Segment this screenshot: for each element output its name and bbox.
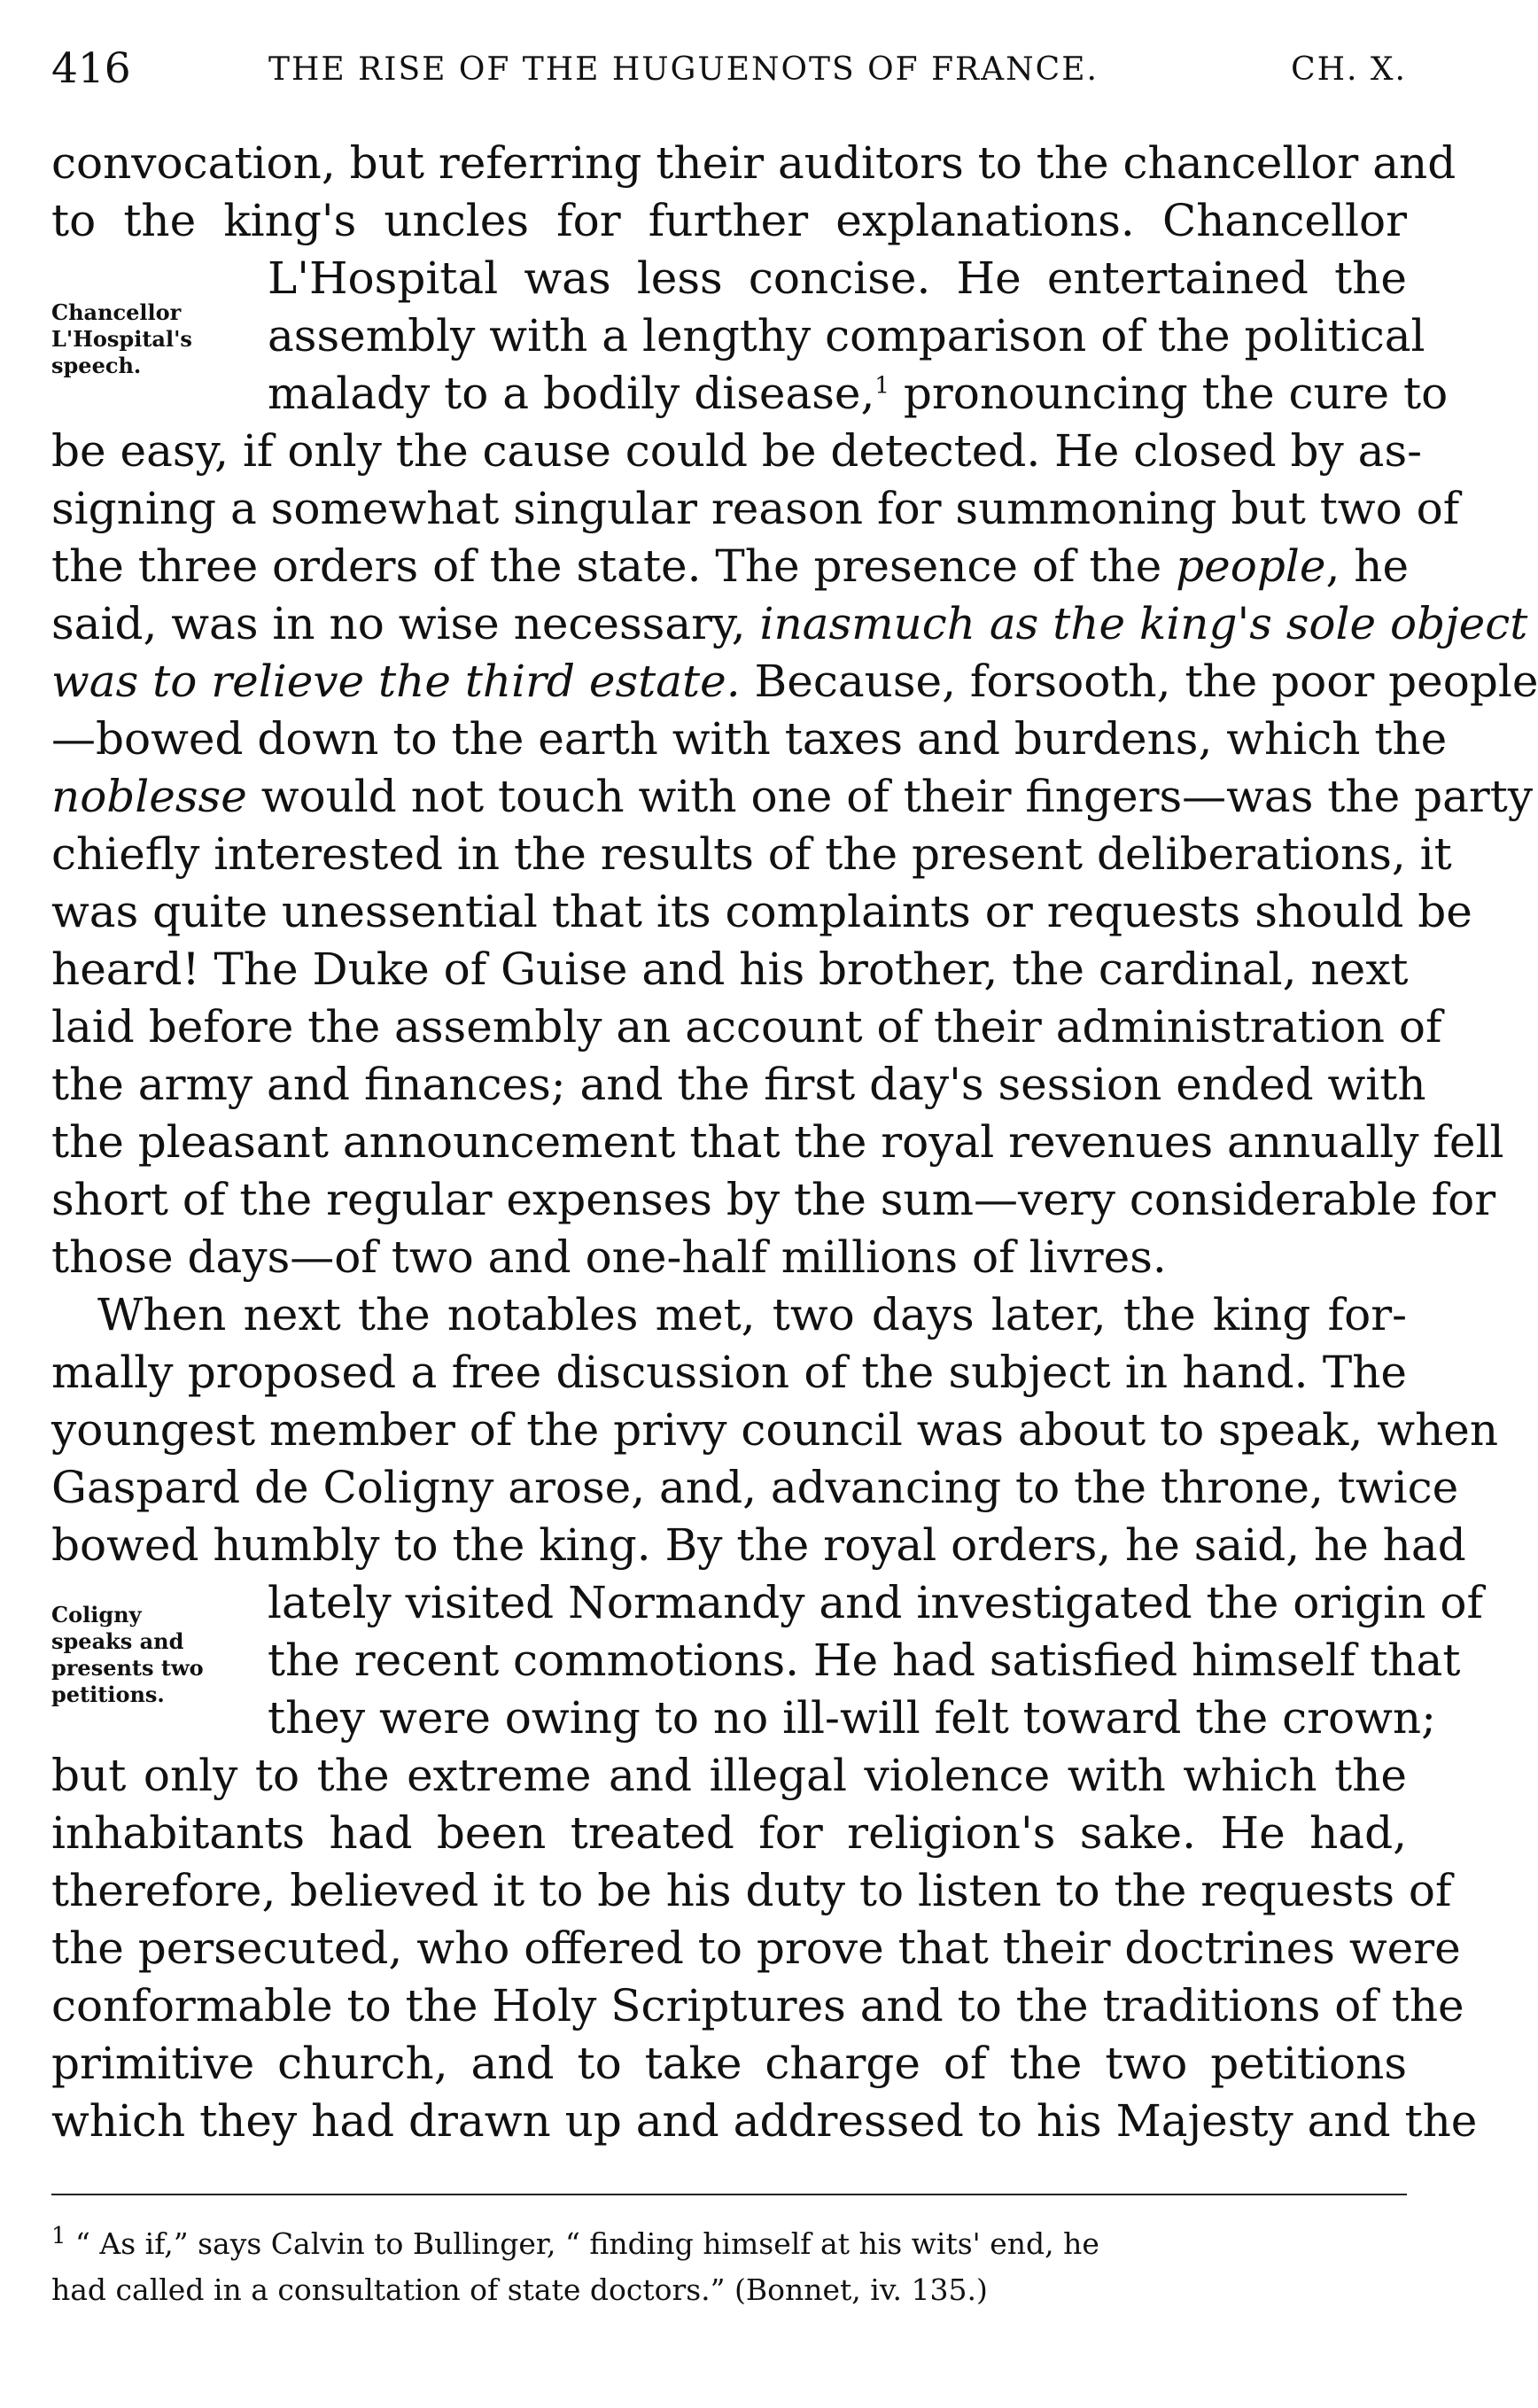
text-line: —bowed down to the earth with taxes and burdens, which the xyxy=(51,713,1448,765)
margin-note-line: speech. xyxy=(51,353,142,378)
footnote-line: had called in a consultation of state doctors.” (Bonnet, iv. 135.) xyxy=(51,2272,988,2307)
text-line: L'Hospital was less concise. He entertained the xyxy=(268,252,1407,304)
italic-text: was to relieve the third estate. xyxy=(51,656,741,707)
text-line: primitive church, and to take charge of the two petitions xyxy=(51,2038,1407,2089)
text-line: signing a somewhat singular reason for summoning but two of xyxy=(51,483,1460,534)
margin-note-line: petitions. xyxy=(51,1682,165,1707)
text-line: they were owing to no ill-will felt toward the crown; xyxy=(268,1692,1436,1744)
text-line: lately visited Normandy and investigated the origin of xyxy=(268,1577,1483,1628)
text-line: was quite unessential that its complaints or requests should be xyxy=(51,886,1472,937)
footnote-divider xyxy=(51,2194,1407,2195)
text-line: mally proposed a free discussion of the subject in hand. The xyxy=(51,1347,1407,1398)
text-line xyxy=(51,768,1534,825)
text-line: assembly with a lengthy comparison of the political xyxy=(268,310,1425,361)
text-line: conformable to the Holy Scriptures and to the traditions of the xyxy=(51,1980,1464,2031)
text-line: heard! The Duke of Guise and his brother, the cardinal, next xyxy=(51,944,1409,995)
text-line: laid before the assembly an account of their administration of xyxy=(51,1001,1442,1053)
text-line: the army and finances; and the first day's session ended with xyxy=(51,1059,1426,1110)
text-fragment: Because, forsooth, the poor people xyxy=(740,656,1538,707)
text-line: inhabitants had been treated for religion's sake. He had, xyxy=(51,1807,1407,1859)
chapter-reference: CH. X. xyxy=(1291,51,1407,88)
running-title: THE RISE OF THE HUGUENOTS OF FRANCE. xyxy=(268,51,1099,88)
text-fragment: the three orders of the state. The presence of the xyxy=(51,540,1177,592)
text-line: youngest member of the privy council was about to speak, when xyxy=(51,1404,1499,1456)
text-fragment: would not touch with one of their fingers—was the party xyxy=(246,771,1534,822)
margin-note-line: speaks and xyxy=(51,1628,184,1654)
text-fragment: said, was in no wise necessary, xyxy=(51,598,760,649)
text-line: the recent commotions. He had satisfied himself that xyxy=(268,1635,1461,1686)
italic-text: inasmuch as the king's sole object xyxy=(759,598,1528,649)
text-line: convocation, but referring their auditors to the chancellor and xyxy=(51,137,1456,189)
footnote-text: “ As if,” says Calvin to Bullinger, “ finding himself at his wits' end, he xyxy=(75,2226,1099,2261)
text-line xyxy=(51,653,1538,710)
footnote-reference: 1 xyxy=(874,372,889,400)
text-line: those days—of two and one-half millions of livres. xyxy=(51,1231,1167,1283)
text-line xyxy=(51,538,1410,594)
text-line: Gaspard de Coligny arose, and, advancing to the throne, twice xyxy=(51,1462,1459,1513)
text-line: but only to the extreme and illegal violence with which the xyxy=(51,1750,1407,1801)
margin-note-lhospital xyxy=(51,299,237,379)
text-fragment: malady to a bodily disease, xyxy=(268,368,875,419)
text-line: be easy, if only the cause could be detected. He closed by as- xyxy=(51,425,1422,477)
text-line: the pleasant announcement that the royal revenues annually fell xyxy=(51,1116,1504,1168)
margin-note-line: presents two xyxy=(51,1655,204,1681)
margin-note-coligny xyxy=(51,1602,237,1708)
text-line: short of the regular expenses by the sum—very considerable for xyxy=(51,1174,1496,1225)
text-line: to the king's uncles for further explanations. Chancellor xyxy=(51,195,1407,246)
margin-note-line: Chancellor xyxy=(51,299,182,325)
footnote-line xyxy=(51,2222,1407,2266)
footnote-marker: 1 xyxy=(51,2223,66,2249)
italic-text: noblesse xyxy=(51,771,247,822)
text-line: bowed humbly to the king. By the royal orders, he said, he had xyxy=(51,1519,1466,1571)
text-line: When next the notables met, two days later, the king for- xyxy=(97,1289,1407,1340)
text-line xyxy=(51,595,1528,652)
page-number: 416 xyxy=(51,44,131,93)
text-line: therefore, believed it to be his duty to listen to the requests of xyxy=(51,1865,1452,1916)
text-line: chiefly interested in the results of the present deliberations, it xyxy=(51,828,1452,880)
text-line: which they had drawn up and addressed to his Majesty and the xyxy=(51,2095,1478,2147)
margin-note-line: L'Hospital's xyxy=(51,326,192,352)
text-fragment: , he xyxy=(1325,540,1410,592)
italic-text: people xyxy=(1176,540,1326,592)
text-line: the persecuted, who offered to prove that their doctrines were xyxy=(51,1923,1461,1974)
page-header xyxy=(51,44,1407,97)
margin-note-line: Coligny xyxy=(51,1602,142,1627)
text-fragment: pronouncing the cure to xyxy=(889,368,1449,419)
text-line xyxy=(268,365,1449,422)
